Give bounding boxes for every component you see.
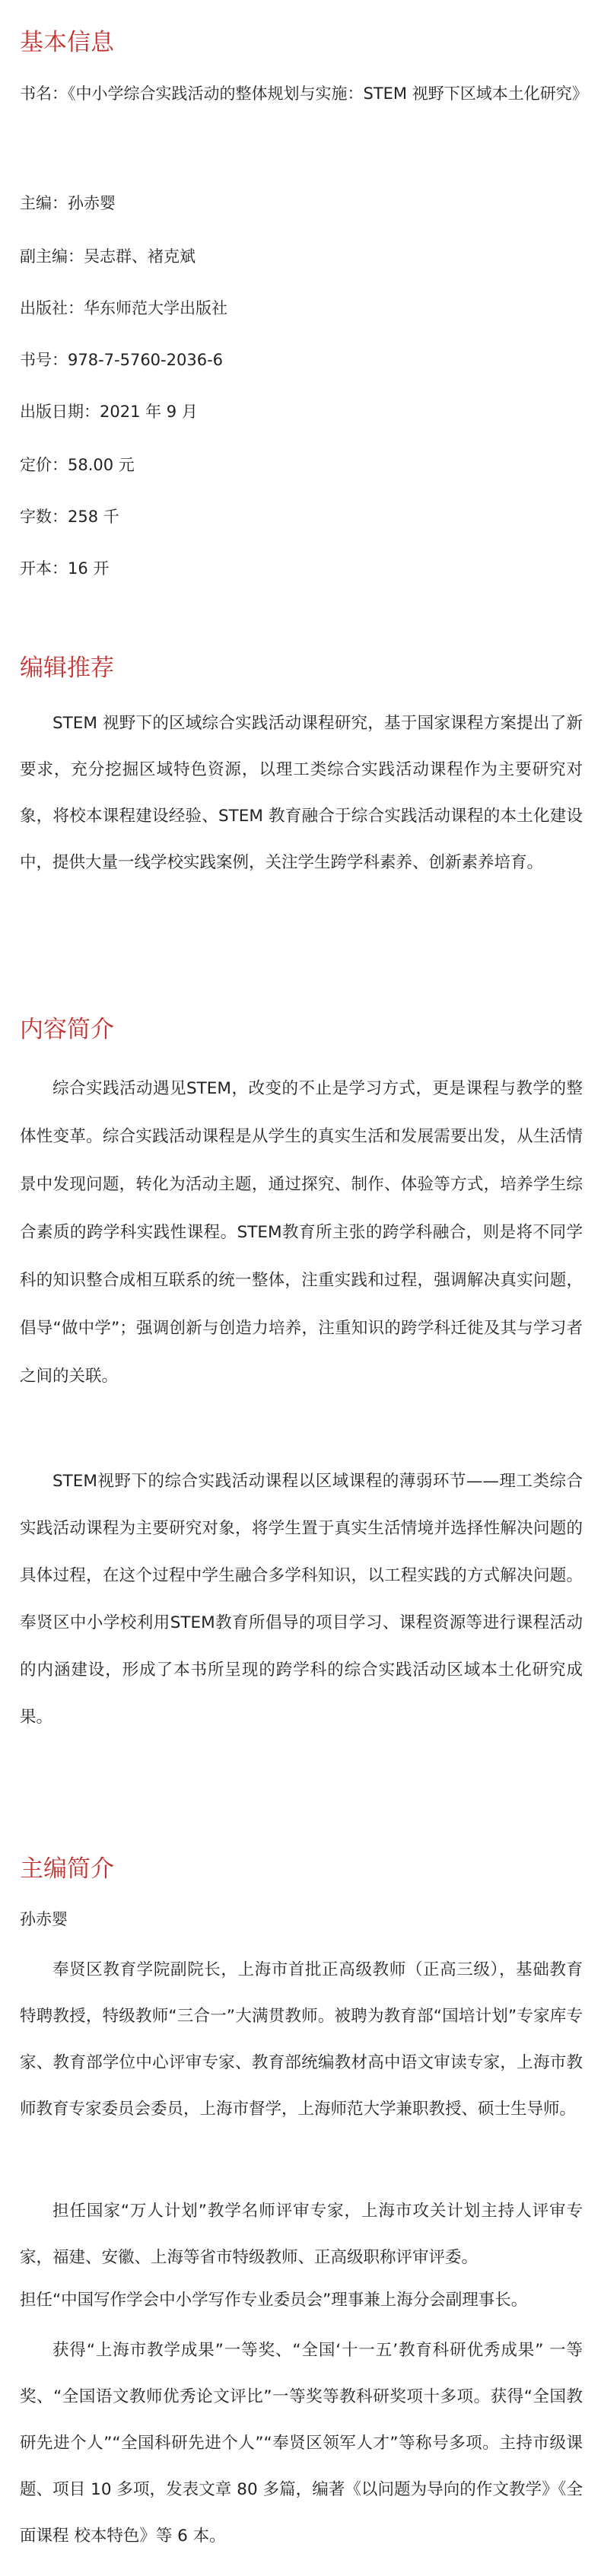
pub-date-line: 出版日期：2021 年 9 月 <box>20 403 198 421</box>
publisher-line: 出版社：华东师范大学出版社 <box>20 299 227 317</box>
content-summary-paragraph-1: 综合实践活动遇见STEM，改变的不止是学习方式，更是课程与教学的整体性变革。综合实践活动课程是从学生的真实生活和发展需要出发，从生活情景中发现问题，转化为活动主题，通过探究、制作、体验等方式，培养学生综合素质的跨学科实践性课程。STEM教育所主张的跨学科融合，则是将不同学科的知识整合成相互联系的统一整体，注重实践和过程，强调解决真实问题，倡导“做中学”；强调创新与创造力培养，注重知识的跨学科迁徙及其与学习者之间的关联。 <box>20 1079 583 1386</box>
format-line: 开本：16 开 <box>20 559 110 578</box>
price-line: 定价：58.00 元 <box>20 456 135 474</box>
associate-editors-line: 副主编：吴志群、褚克斌 <box>20 247 196 266</box>
isbn-line: 书号：978-7-5760-2036-6 <box>20 351 224 369</box>
basic-info-heading: 基本信息 <box>20 29 114 56</box>
word-count-line: 字数：258 千 <box>20 508 119 526</box>
editor-intro-heading: 主编简介 <box>20 1855 114 1883</box>
book-name-line: 书名：《中小学综合实践活动的整体规划与实施：STEM 视野下区域本土化研究》 <box>20 84 588 103</box>
content-summary-paragraph-2: STEM视野下的综合实践活动课程以区域课程的薄弱环节——理工类综合实践活动课程为主要研究对象，将学生置于真实生活情境并选择性解决问题的具体过程，在这个过程中学生融合多学科知识，以工程实践的方式解决问题。奉贤区中小学校利用STEM教育所倡导的项目学习、课程资源等进行课程活动的内涵建设，形成了本书所呈现的跨学科的综合实践活动区域本土化研究成果。 <box>20 1472 583 1727</box>
editor-name-line: 孙赤婴 <box>20 1910 68 1928</box>
editor-intro-line-3: 担任“中国写作学会中小学写作专业委员会”理事兼上海分会副理事长。 <box>20 2291 528 2310</box>
chief-editor-line: 主编：孙赤婴 <box>20 194 116 212</box>
editor-recommendation-heading: 编辑推荐 <box>20 654 114 682</box>
editor-recommendation-paragraph: STEM 视野下的区域综合实践活动课程研究，基于国家课程方案提出了新要求，充分挖掘区域特色资源，以理工类综合实践活动课程作为主要研究对象，将校本课程建设经验、STEM 教育融合于综合实践活动课程的本土化建设中，提供大量一线学校实践案例，关注学生跨学科素养、创新素养培育。 <box>20 714 583 872</box>
content-summary-heading: 内容简介 <box>20 1016 114 1043</box>
editor-intro-paragraph-2: 担任国家“万人计划”教学名师评审专家，上海市攻关计划主持人评审专家，福建、安徽、上海等省市特级教师、正高级职称评审评委。 <box>20 2202 583 2267</box>
editor-intro-paragraph-4: 获得“上海市教学成果”一等奖、“全国‘十一五’教育科研优秀成果” 一等奖、“全国语文教师优秀论文评比”一等奖等教科研奖项十多项。获得“全国教研先进个人”“全国科研先进个人”“奉贤区领军人才”等称号多项。主持市级课题、项目 10 多项，发表文章 80 多篇，编著《以问题为导向的作文教学》《全面课程 校本特色》等 6 本。 <box>20 2341 583 2546</box>
editor-intro-paragraph-1: 奉贤区教育学院副院长，上海市首批正高级教师（正高三级），基础教育特聘教授，特级教师“三合一”大满贯教师。被聘为教育部“国培计划”专家库专家、教育部学位中心评审专家、教育部统编教材高中语文审读专家，上海市教师教育专家委员会委员，上海市督学，上海师范大学兼职教授、硕士生导师。 <box>20 1960 583 2119</box>
